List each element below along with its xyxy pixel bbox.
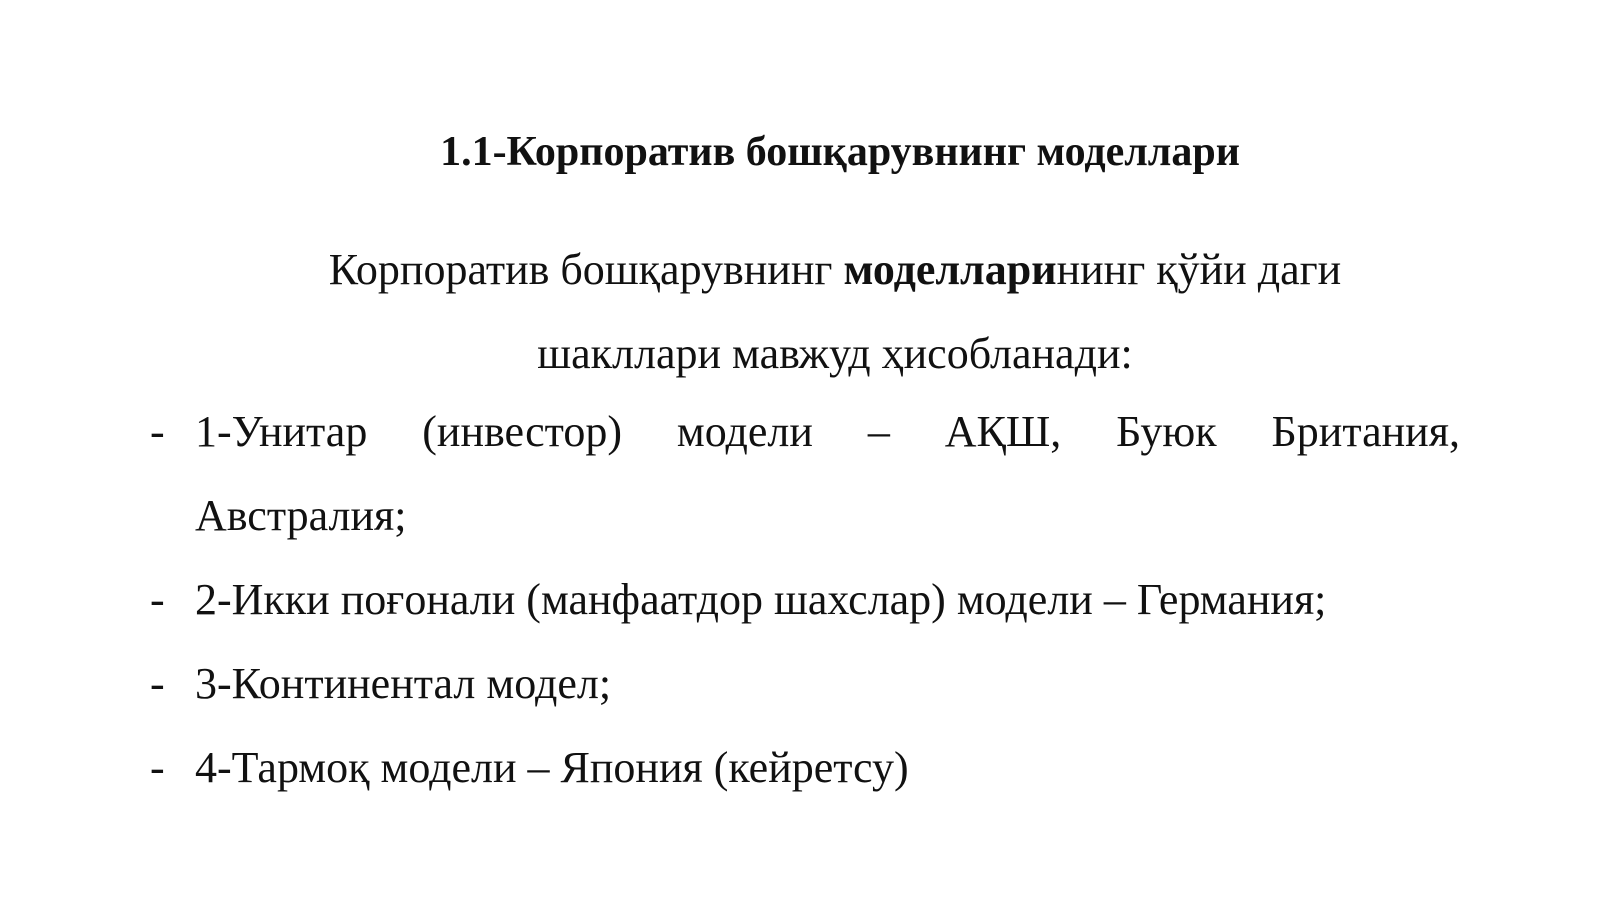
slide-title: 1.1-Корпоратив бошқарувнинг моделлари	[440, 129, 1240, 175]
word: модели	[676, 407, 813, 456]
bullet-dash: -	[150, 743, 165, 792]
bullet-dash: -	[150, 407, 165, 456]
list-item-2-text: 2-Икки поғонали (манфаатдор шахслар) модели – Германия;	[195, 575, 1327, 624]
list-item	[150, 558, 1460, 642]
bullet-dash: -	[150, 575, 165, 624]
intro-line-1	[0, 228, 1600, 312]
intro-text-1: Корпоратив бошқарувнинг	[328, 245, 844, 294]
word: Буюк	[1116, 407, 1217, 456]
list-item	[150, 726, 1460, 810]
intro-paragraph	[0, 228, 1600, 396]
word: Британия,	[1271, 407, 1460, 456]
word: –	[867, 407, 890, 456]
list-item-4-text: 4-Тармоқ модели – Япония (кейретсу)	[195, 743, 909, 792]
list-item-1-line-2: Австралия;	[195, 491, 407, 540]
list-item	[150, 390, 1460, 558]
list-item-3-text: 3-Континентал модел;	[195, 659, 612, 708]
word: 1-Унитар	[195, 407, 368, 456]
list-item-1-line-1	[195, 390, 1460, 474]
intro-bold-word: моделлари	[843, 245, 1057, 294]
intro-line-2: шакллари мавжуд ҳисобланади:	[537, 329, 1133, 378]
intro-text-2: нинг қўйи даги	[1056, 245, 1342, 294]
list-item	[150, 642, 1460, 726]
word: (инвестор)	[422, 407, 622, 456]
models-list	[150, 390, 1460, 810]
word: АҚШ,	[944, 407, 1062, 456]
bullet-dash: -	[150, 659, 165, 708]
